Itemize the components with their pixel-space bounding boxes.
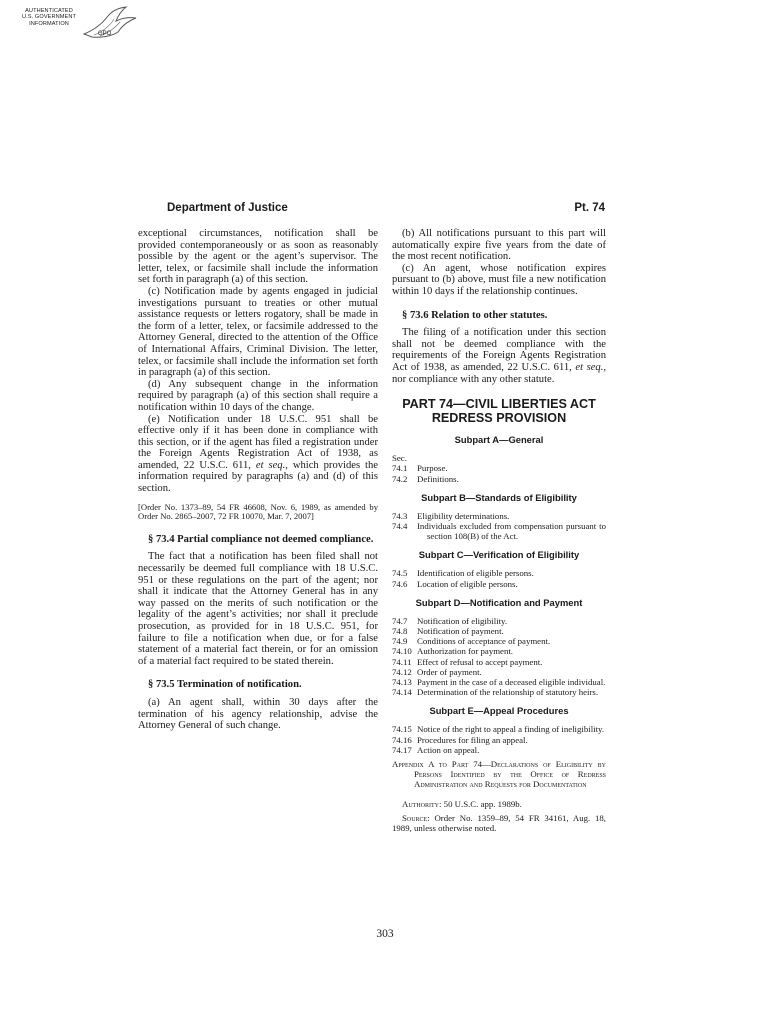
paragraph: (a) An agent shall, within 30 days after the termination of his agency relationship, advise the Attorney General of such change. — [138, 696, 378, 732]
gpo-label: GPO — [98, 31, 112, 37]
authority-text: 50 U.S.C. app. 1989b. — [443, 798, 522, 809]
toc-title: Notification of payment. — [417, 625, 504, 636]
toc-number: 74.13 — [392, 676, 412, 687]
agency-name: Department of Justice — [167, 202, 288, 214]
logo-line: AUTHENTICATED — [25, 8, 73, 14]
page-number: 303 — [376, 928, 394, 940]
subpart-heading: Subpart E—Appeal Procedures — [429, 705, 569, 717]
toc-number: 74.5 — [392, 568, 408, 579]
source-text: Order No. 1359–89, 54 FR 34161, Aug. 18, 1989, unless otherwise noted. — [392, 812, 606, 833]
subpart-heading: Subpart B—Standards of Eligibility — [421, 491, 577, 503]
subpart-heading: Subpart D—Notification and Payment — [415, 596, 583, 608]
paragraph-text: The filing of a notification under this section shall not be deemed compliance with the requirements of the Foreign Agents Registration Act of 1938, as amended, 22 U.S.C. 611, — [392, 327, 606, 373]
toc-number: 74.11 — [392, 656, 412, 667]
toc-number: 74.6 — [392, 578, 408, 589]
toc-title: Notification of eligibility. — [417, 615, 508, 626]
running-header — [167, 202, 605, 218]
toc-title: Notice of the right to appeal a finding of ineligibility. — [417, 724, 605, 735]
toc-entry — [392, 626, 606, 636]
gpo-authentication-logo — [18, 4, 140, 46]
toc-title: Identification of eligible persons. — [417, 568, 534, 579]
subpart-heading: Subpart C—Verification of Eligibility — [418, 549, 580, 561]
table-of-contents — [392, 453, 606, 484]
toc-number: 74.8 — [392, 625, 408, 636]
paragraph — [138, 414, 378, 495]
toc-title: Conditions of acceptance of payment. — [417, 636, 551, 647]
italic-text: et seq. — [575, 361, 604, 373]
paragraph-text: , nor compliance with any other statute. — [392, 361, 606, 385]
source-note — [392, 813, 606, 833]
appendix-entry: Appendix A to Part 74—Declarations of Eligibility by Persons Identified by the Office of Redress Administration and Requests for Documentation — [392, 758, 606, 790]
paragraph: (c) Notification made by agents engaged in judicial investigations pursuant to treaties or other mutual assistance requests or letters rogatory, shall be made in the form of a letter, telex, or facsimile addressed to the Attorney General, directed to the attention of the Office of International Affairs, Criminal Division. The letter, telex, or facsimile shall include the information set forth in paragraph (a) of this section. — [138, 285, 378, 379]
toc-entry — [392, 521, 606, 541]
toc-entry — [392, 568, 606, 578]
toc-entry — [392, 667, 606, 677]
toc-entry — [392, 724, 606, 734]
toc-entry — [392, 677, 606, 687]
table-of-contents — [392, 724, 606, 755]
paragraph — [392, 327, 606, 385]
paragraph-text: (e) Notification under 18 U.S.C. 951 shall be effective only if it has been done in compliance with this section, or if the agent has filed a registration under the Foreign Agents Registration Act of 1938, as amended, 22 U.S.C. 611, — [138, 413, 378, 471]
italic-text: et seq. — [255, 459, 286, 471]
table-of-contents — [392, 568, 606, 588]
toc-entry — [392, 636, 606, 646]
authority-note — [392, 799, 606, 809]
section-heading: § 73.6 Relation to other statutes. — [402, 309, 548, 321]
logo-line: U.S. GOVERNMENT — [21, 14, 77, 21]
toc-number: 74.10 — [392, 646, 412, 657]
toc-number: 74.7 — [392, 615, 408, 626]
toc-title: Purpose. — [417, 463, 448, 474]
section-heading: § 73.5 Termination of notification. — [148, 679, 302, 691]
logo-text — [18, 8, 80, 27]
toc-number: 74.12 — [392, 666, 412, 677]
part-title-line: PART 74—CIVIL LIBERTIES ACT — [402, 397, 596, 412]
toc-number: 74.3 — [392, 510, 408, 521]
paragraph: The fact that a notification has been filed shall not necessarily be deemed full compliance with 18 U.S.C. 951 or these regulations on the part of the agent; nor shall it indicate that the Attorney General has in any way passed on the merits of such notification or the legality of the agent’s activities; nor shall it preclude prosecution, as provided for in 18 U.S.C. 951, for failure to file a notification when due, or for a false statement of a material fact therein, or for an omission of a material fact required to be stated therein. — [138, 551, 378, 667]
citation: [Order No. 1373–89, 54 FR 46608, Nov. 6, 1989, as amended by Order No. 2865–2007, 72 FR 10070, Mar. 7, 2007] — [138, 501, 378, 522]
table-of-contents — [392, 511, 606, 542]
toc-entry — [392, 657, 606, 667]
toc-number: 74.16 — [392, 734, 412, 745]
toc-title: Effect of refusal to accept payment. — [417, 656, 543, 667]
toc-entry — [392, 579, 606, 589]
toc-title: Eligibility determinations. — [417, 510, 510, 521]
eagle-icon — [80, 4, 140, 46]
toc-title: Location of eligible persons. — [417, 578, 518, 589]
paragraph: (c) An agent, whose notification expires pursuant to (b) above, must file a new notification within 10 days if the relationship continues. — [392, 262, 606, 297]
part-title — [392, 397, 606, 425]
toc-entry — [392, 463, 606, 473]
toc-number: 74.2 — [392, 473, 408, 484]
toc-number: 74.15 — [392, 724, 412, 735]
subpart-heading: Subpart A—General — [454, 434, 544, 446]
toc-entry — [392, 687, 606, 697]
paragraph-text: , which provides the information required by paragraphs (a) and (d) of this section. — [138, 459, 378, 495]
toc-title: Authorization for payment. — [417, 646, 514, 657]
source-label: Source: — [402, 812, 430, 823]
toc-number: 74.9 — [392, 636, 408, 647]
paragraph: (d) Any subsequent change in the information required by paragraph (a) of this section shall require a notification within 10 days of the change. — [138, 378, 378, 413]
part-title-line: REDRESS PROVISION — [431, 411, 567, 426]
part-number: Pt. 74 — [574, 202, 605, 214]
toc-number: 74.1 — [392, 463, 408, 474]
table-of-contents — [392, 616, 606, 698]
toc-title: Individuals excluded from compensation pursuant to section 108(B) of the Act. — [417, 520, 606, 542]
paragraph: exceptional circumstances, notification shall be provided contemporaneously or as soon as reasonably possible by the agent or the agent’s supervisor. The letter, telex, or facsimile shall include the information set forth in paragraph (a) of this section. — [138, 228, 378, 286]
right-column — [392, 228, 606, 833]
toc-title: Definitions. — [417, 473, 459, 484]
toc-entry — [392, 474, 606, 484]
toc-entry — [392, 745, 606, 755]
toc-entry — [392, 511, 606, 521]
toc-number: 74.4 — [392, 520, 408, 531]
toc-title: Action on appeal. — [417, 744, 480, 755]
logo-line: INFORMATION — [29, 20, 69, 27]
toc-entry — [392, 735, 606, 745]
paragraph: (b) All notifications pursuant to this part will automatically expire five years from the date of the most recent notification. — [392, 228, 606, 263]
toc-title: Payment in the case of a deceased eligible individual. — [417, 676, 606, 687]
toc-title: Determination of the relationship of statutory heirs. — [417, 687, 599, 698]
toc-number: 74.14 — [392, 687, 412, 698]
toc-number: 74.17 — [392, 744, 412, 755]
sec-label: Sec. — [392, 453, 407, 464]
authority-label: Authority: — [402, 798, 442, 809]
toc-entry — [392, 616, 606, 626]
toc-entry — [392, 646, 606, 656]
section-heading: § 73.4 Partial compliance not deemed compliance. — [148, 533, 374, 545]
toc-title: Order of payment. — [417, 666, 482, 677]
left-column — [138, 228, 378, 732]
toc-title: Procedures for filing an appeal. — [417, 734, 528, 745]
